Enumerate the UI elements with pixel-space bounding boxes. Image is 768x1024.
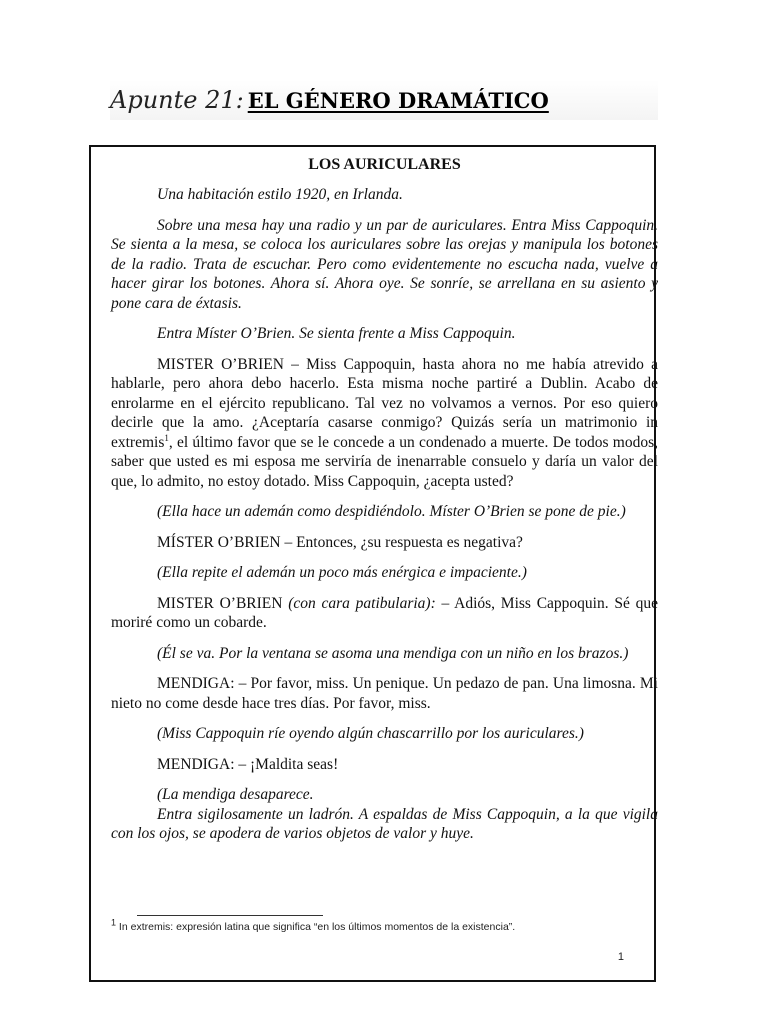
parenthetical: (con cara patibularia): [282,594,436,612]
stage-direction-2: (Ella repite el ademán un poco más enérgica e impaciente.) [157,564,527,581]
stage-direction-entrance: Entra Míster O’Brien. Se sienta frente a Miss Cappoquin. [157,325,516,342]
stage-direction-4: (Miss Cappoquin ríe oyendo algún chascarrillo por los auriculares.) [157,725,584,742]
dialogue-mendiga-1 [111,674,658,713]
title-heading: EL GÉNERO DRAMÁTICO [247,88,549,113]
page-number: 1 [617,951,624,963]
footnote [111,917,651,933]
dialogue-text: – Adiós, Miss Cappoquin. Sé que moriré como un cobarde. [111,594,658,631]
dialogue-obrien-2 [111,533,658,553]
dialogue-mendiga-2 [111,755,658,775]
play-title: LOS AURICULARES [308,156,461,173]
dialogue-text: – Miss Cappoquin, hasta ahora no me había atrevido a hablarle, pero ahora debo hacerlo. Esta misma noche partiré a Dublin. Acabo de enrolarme en el ejército republicano. Tal vez no volvamos a vernos. Por eso quiero decirle que la amo. ¿Aceptaría casarse conmigo? Quizás sería un matrimonio in extremis [111,355,658,451]
footnote-text: In extremis: expresión latina que significa “en los últimos momentos de la existencia”. [116,921,516,933]
stage-direction-setting: Una habitación estilo 1920, en Irlanda. [157,186,403,203]
dialogue-obrien-1 [111,355,658,492]
footnote-marker: 1 [111,917,117,928]
stage-direction-5: (La mendiga desaparece. [157,786,314,803]
stage-direction-3: (Él se va. Por la ventana se asoma una mendiga con un niño en los brazos.) [157,644,629,662]
title-label: Apunte 21 [110,86,236,114]
footnote-ref: 1 [164,432,169,443]
dialogue-obrien-3 [111,594,658,633]
text-box [89,145,656,982]
speaker-name: MISTER O’BRIEN [157,355,284,373]
stage-direction-6: Entra sigilosamente un ladrón. A espaldas de Miss Cappoquin, a la que vigila con los ojos, se apodera de varios objetos de valor y huye. [111,805,658,842]
speaker-name: MÍSTER O’BRIEN [157,533,281,551]
dialogue-text: – Entonces, ¿su respuesta es negativa? [280,533,523,551]
title-separator: : [235,86,244,114]
dialogue-text-cont: , el último favor que se le concede a un condenado a muerte. De todos modos, saber que usted es mi esposa me serviría de inenarrable consuelo y daría un valor del que, lo admito, no estoy dotado. Miss Cappoquin, ¿acepta usted? [111,433,658,490]
speaker-name: MENDIGA [157,755,231,773]
dialogue-text: : – Por favor, miss. Un penique. Un pedazo de pan. Una limosna. Mi nieto no come desde hace tres días. Por favor, miss. [111,675,658,712]
play-text [111,155,658,855]
stage-direction-opening: Sobre una mesa hay una radio y un par de auriculares. Entra Miss Cappoquin. Se sienta a la mesa, se coloca los auriculares sobre las orejas y manipula los botones de la radio. Trata de escuchar. Pero como evidentemente no escucha nada, vuelve a hacer girar los botones. Ahora sí. Ahora oye. Se sonríe, se arrellana en su asiento y pone cara de éxtasis. [111,216,658,312]
stage-direction-1: (Ella hace un ademán como despidiéndolo. Míster O’Brien se pone de pie.) [157,503,626,520]
document-title [110,80,658,120]
dialogue-text: : – ¡Maldita seas! [230,755,339,773]
speaker-name: MENDIGA [157,675,231,692]
footnote-rule [137,915,323,916]
speaker-name: MISTER O’BRIEN [157,594,283,612]
